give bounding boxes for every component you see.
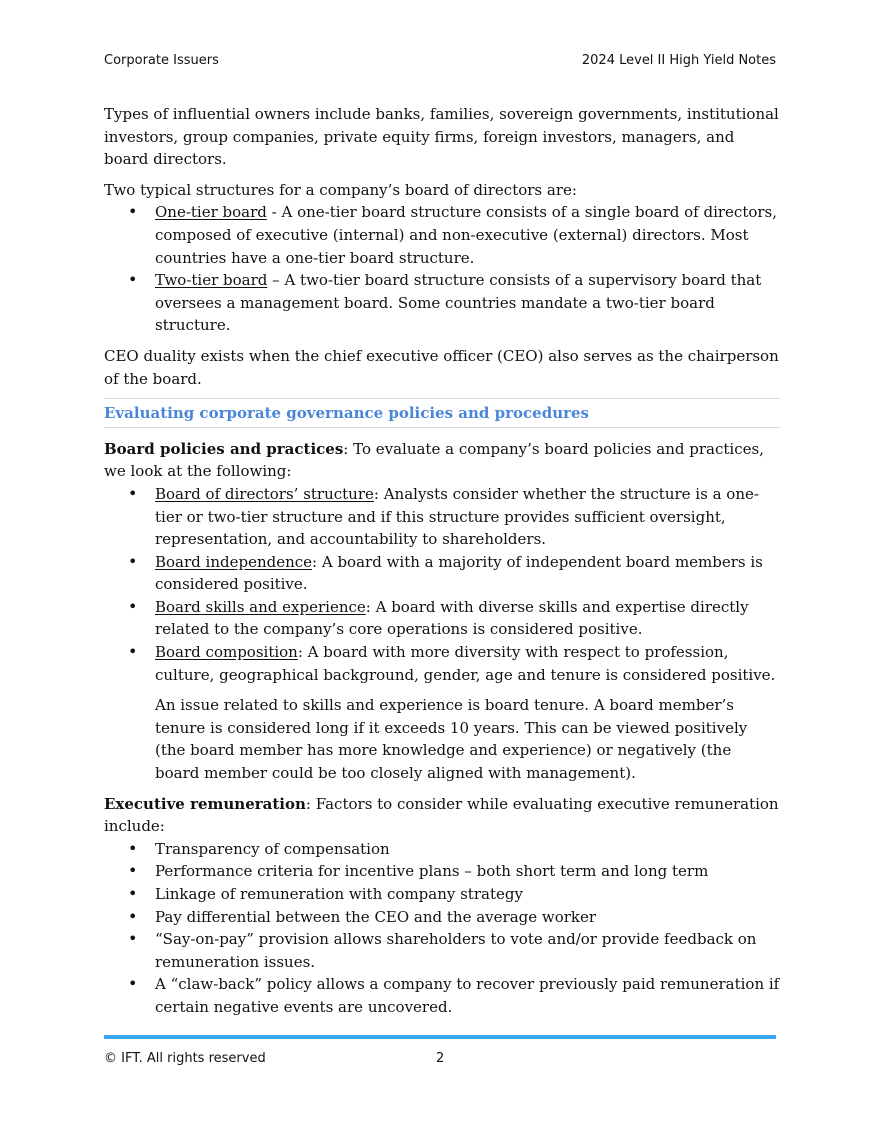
list-item-text: - A one-tier board structure consists of a single board of directors, composed of executive (internal) and non-executive (external) directors. Most countries have a one-tier board structure. — [155, 203, 778, 267]
list-item-text: – A two-tier board structure consists of a supervisory board that oversees a management board. Some countries mandate a two-tier board structure. — [155, 271, 762, 335]
page-content — [104, 103, 780, 1027]
list-item-term: Board composition — [155, 643, 298, 662]
paragraph-ceo-duality: CEO duality exists when the chief executive officer (CEO) also serves as the chairperson of the board. — [104, 346, 779, 388]
executive-remuneration-list — [104, 838, 780, 1019]
list-item — [104, 641, 780, 686]
board-structures-list — [104, 201, 780, 337]
list-item-term: Two-tier board — [155, 271, 268, 290]
bold-lead-in: Executive remuneration — [104, 794, 306, 813]
list-item — [104, 551, 780, 596]
list-item: • A “claw-back” policy allows a company to recover previously paid remuneration if certain negative events are uncovered. — [104, 973, 780, 1018]
list-item: • Transparency of compensation — [104, 838, 780, 861]
list-item — [104, 483, 780, 551]
page-header — [104, 53, 776, 68]
list-item — [104, 269, 780, 337]
header-left-title: Corporate Issuers — [104, 53, 219, 68]
list-item-text: : A board with a majority of independent board members is considered positive. — [155, 552, 763, 594]
paragraph-text: : Factors to consider while evaluating executive remuneration include: — [104, 794, 779, 836]
list-item — [104, 201, 780, 269]
list-item: • Performance criteria for incentive plans – both short term and long term — [104, 860, 780, 883]
paragraph-influential-owners: Types of influential owners include banks, families, sovereign governments, institutional investors, group companies, private equity firms, foreign investors, managers, and board directors. — [104, 105, 779, 169]
list-item-text: : A board with more diversity with respect to profession, culture, geographical background, gender, age and tenure is considered positive. — [155, 643, 776, 684]
board-policies-list — [104, 483, 780, 686]
bold-lead-in: Board policies and practices — [104, 439, 344, 458]
paragraph-board-structures-intro: Two typical structures for a company’s board of directors are: — [104, 180, 577, 199]
footer-divider — [104, 1035, 776, 1039]
list-item: • Linkage of remuneration with company strategy — [104, 883, 780, 906]
paragraph-executive-remuneration-intro — [104, 793, 780, 838]
list-item-text: : Analysts consider whether the structure is a one-tier or two-tier structure and if this structure provides sufficient oversight, representation, and accountability to shareholders. — [155, 484, 759, 549]
paragraph-text: : To evaluate a company’s board policies and practices, we look at the following: — [104, 439, 764, 481]
footer-copyright: © IFT. All rights reserved — [104, 1051, 266, 1066]
list-item-term: Board of directors’ structure — [155, 484, 374, 503]
list-item-term: Board skills and experience — [155, 597, 366, 616]
section-heading: Evaluating corporate governance policies and procedures — [104, 398, 780, 428]
list-item — [104, 596, 780, 641]
list-item-term: One-tier board — [155, 203, 267, 222]
paragraph-board-policies-intro — [104, 438, 780, 483]
list-item: • “Say-on-pay” provision allows shareholders to vote and/or provide feedback on remuneration issues. — [104, 928, 780, 973]
list-item: • Pay differential between the CEO and the average worker — [104, 906, 780, 929]
page-number: 2 — [436, 1051, 445, 1066]
header-right-title: 2024 Level II High Yield Notes — [581, 53, 776, 68]
list-item-text: : A board with diverse skills and expertise directly related to the company’s core operations is considered positive. — [155, 597, 749, 639]
paragraph-board-tenure: An issue related to skills and experience is board tenure. A board member’s tenure is considered long if it exceeds 10 years. This can be viewed positively (the board member has more knowledge and experience) or negatively (the board member could be too closely aligned with management). — [155, 696, 748, 783]
list-item-term: Board independence — [155, 552, 313, 571]
